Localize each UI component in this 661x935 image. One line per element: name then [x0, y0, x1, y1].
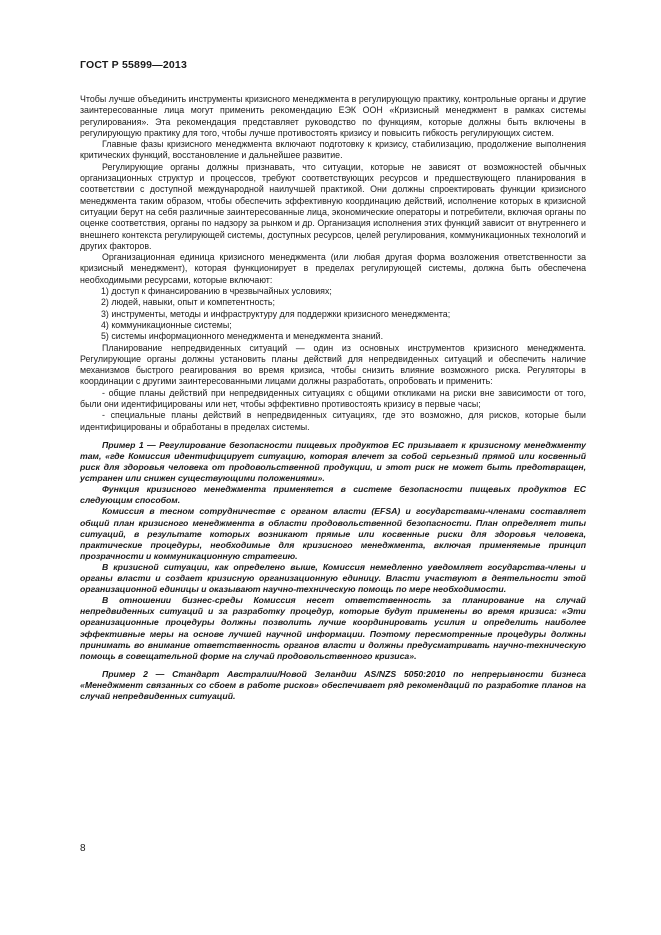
list-item: 5) системы информационного менеджмента и менеджмента знаний.	[101, 331, 384, 342]
example-1-paragraph: В кризисной ситуации, как определено выше, Комиссия немедленно уведомляет государства-члены и органы власти и создает кризисную организационную единицу. Власти участвуют в деятельности этой организационной единицы и оказывают научно-техническую помощь по мере необходимости.	[80, 561, 586, 595]
document-body	[80, 94, 586, 702]
list-item: 2) людей, навыки, опыт и компетентность;	[101, 297, 275, 308]
paragraph-regulators: Регулирующие органы должны признавать, что ситуации, которые не зависят от возможностей обычных организационных структур и процессов, требуют соответствующих ресурсов и предшествующего планирования в соответствии с доступной международной наилучшей практикой. Они должны спроектировать функции кризисного менеджмента таким образом, чтобы обеспечить эффективную координацию действий, исполнение которых в кризисной ситуации берут на себя различные заинтересованные лица, экономические операторы и потребители, включая органы по оценке соответствия, органы по надзору за рынком и др. Организация исполнения этих функций зависит от внутреннего и внешнего контекста регулирующей системы, доступных ресурсов, целей регулирования, коммуникационных технологий и других факторов.	[80, 161, 586, 251]
example-1-paragraph: В отношении бизнес-среды Комиссия несет ответственность за планирование на случай непредвиденных ситуаций и за разработку процедур, которые будут применены во время кризиса: «Эти организационные процедуры должны позволить лучше координировать усилия и определить наиболее эффективные меры на основе лучшей научной информации. Поэтому пересмотренные процедуры должны принимать во внимание ответственность органов власти и должны предусматривать научно-техническую помощь в совещательной форме на случай продовольственного кризиса».	[80, 595, 586, 661]
page-number: 8	[80, 843, 86, 854]
list-item: 4) коммуникационные системы;	[101, 319, 232, 330]
example-1-paragraph: Функция кризисного менеджмента применяется в системе безопасности пищевых продуктов ЕС следующим способом.	[80, 484, 586, 506]
paragraph-contingency-planning: Планирование непредвиденных ситуаций — один из основных инструментов кризисного менеджмента. Регулирующие органы должны установить планы действий для непредвиденных ситуаций и обеспечить наличие механизмов быстрого реагирования во время кризиса, чтобы снизить влияние возможного риска. Регуляторы в координации с другими заинтересованными лицами должны разработать, опробовать и применить:	[80, 342, 586, 387]
example-1-paragraph: Комиссия в тесном сотрудничестве с органом власти (EFSA) и государствами-членами составляет общий план кризисного менеджмента в области продовольственной безопасности. План определяет типы ситуаций, в результате которых возникают прямые или косвенные риски для здоровья человека, практические процедуры, необходимые для кризисного менеджмента, включая применяемые принцип прозрачности и коммуникационную стратегию.	[80, 506, 586, 561]
list-item: 1) доступ к финансированию в чрезвычайных условиях;	[101, 286, 332, 297]
example-1-title: Пример 1 — Регулирование безопасности пищевых продуктов ЕС призывает к кризисному менеджменту там, «где Комиссия идентифицирует ситуацию, которая влечет за собой серьезный прямой или косвенный риск для здоровья человека от продовольственной продукции, и этот риск не может быть предотвращен, устранен или снижен существующими положениями».	[80, 439, 586, 484]
dash-list-item: - специальные планы действий в непредвиденных ситуациях, где это возможно, для рисков, которые были идентифицированы и обработаны в пределах системы.	[80, 410, 586, 432]
paragraph-phases: Главные фазы кризисного менеджмента включают подготовку к кризису, стабилизацию, продолжение выполнения критических функций, восстановление и дальнейшее развитие.	[80, 139, 586, 161]
paragraph-organizational-unit: Организационная единица кризисного менеджмента (или любая другая форма возложения ответственности за кризисный менеджмент), которая функционирует в пределах регулирующей системы, должна быть обеспечена необходимыми ресурсами, которые включают:	[80, 252, 586, 285]
standard-header: ГОСТ Р 55899—2013	[80, 59, 188, 71]
dash-list-item: - общие планы действий при непредвиденных ситуациях с общими откликами на риски вне зависимости от того, были они идентифицированы или нет, чтобы эффективно противостоять кризису в первые часы;	[80, 387, 586, 410]
paragraph-intro: Чтобы лучше объединить инструменты кризисного менеджмента в регулирующую практику, контрольные органы и другие заинтересованные лица могут применить рекомендацию ЕЭК ООН «Кризисный менеджмент в рамках системы регулирования». Эта рекомендация представляет руководство по функциям, которые должны быть включены в регулирующую практику для того, чтобы лучше противостоять кризису и повысить гибкость регулирующих систем.	[80, 94, 586, 138]
list-item: 3) инструменты, методы и инфраструктуру для поддержки кризисного менеджмента;	[101, 308, 451, 319]
example-2-paragraph: Пример 2 — Стандарт Австралии/Новой Зеландии AS/NZS 5050:2010 по непрерывности бизнеса «Менеджмент связанных со сбоем в работе рисков» обеспечивает ряд рекомендаций по разработке планов на случай непредвиденных ситуаций.	[80, 668, 586, 701]
